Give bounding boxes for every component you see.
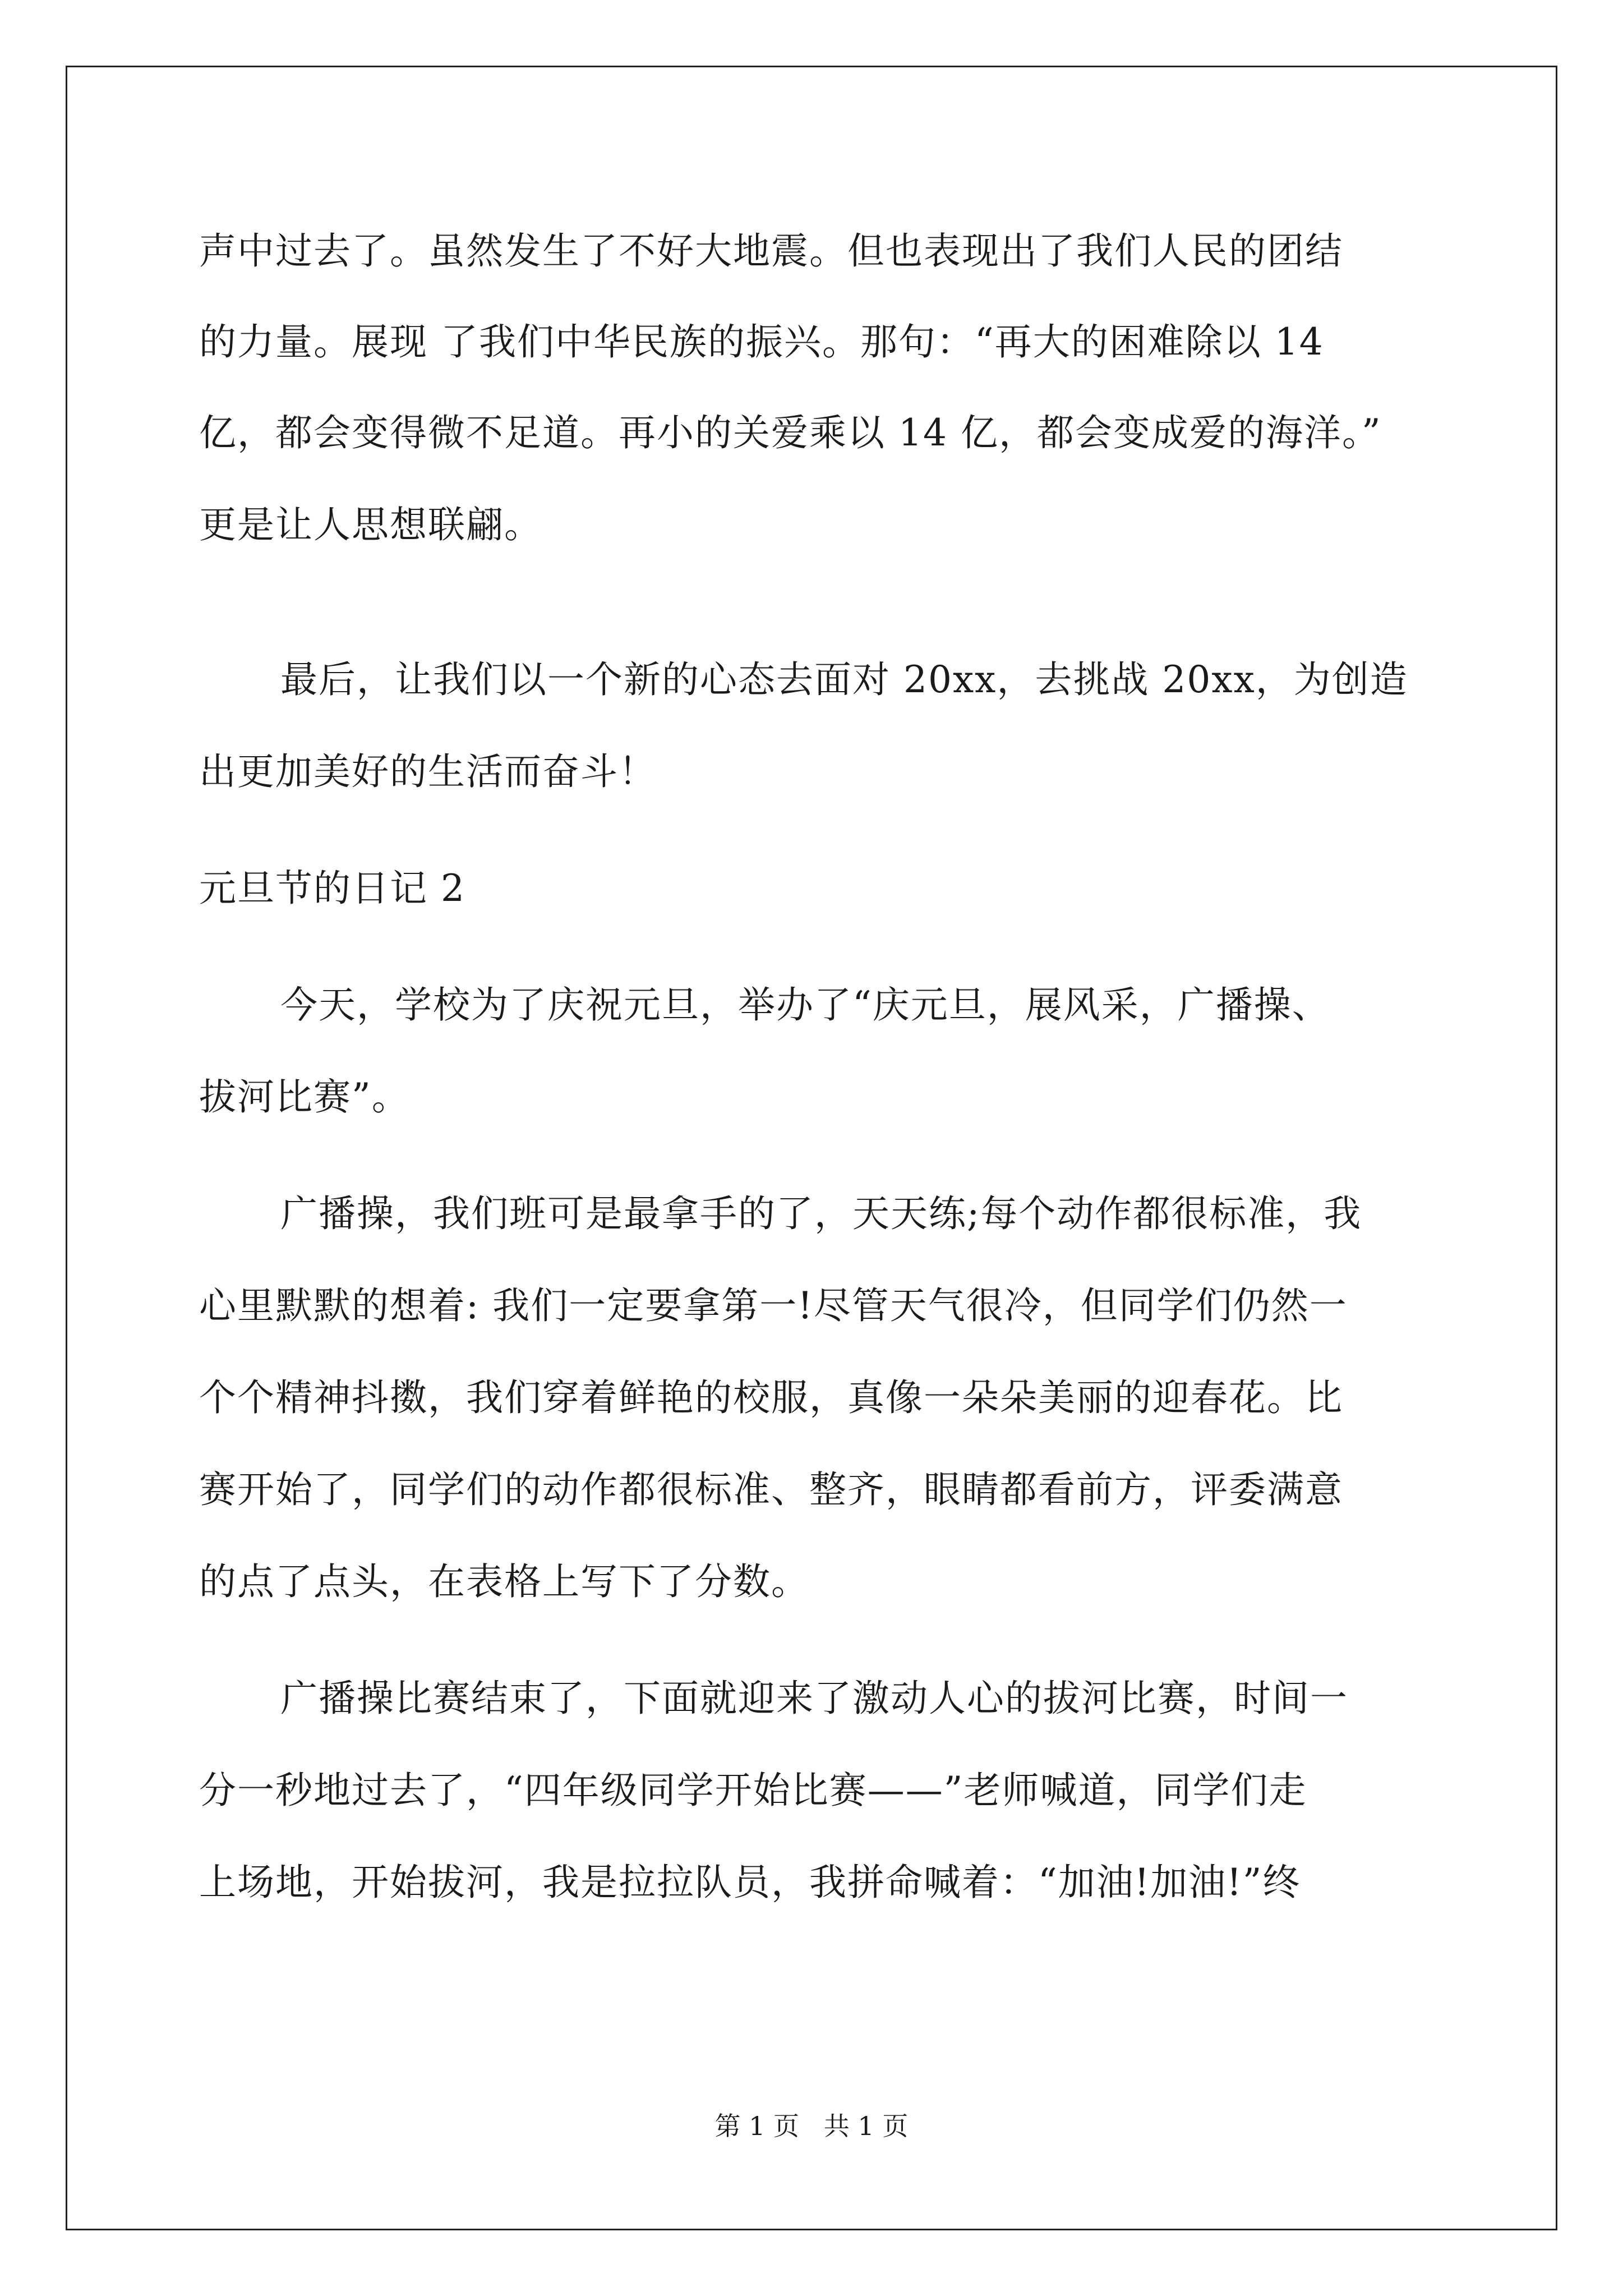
text-line: 上场地，开始拔河，我是拉拉队员，我拼命喊着：“加油!加油!”终 [199,1861,1301,1904]
text-line: 亿，都会变得微不足道。再小的关爱乘以 14 亿，都会变成爱的海洋。” [199,411,1382,454]
text-line: 分一秒地过去了，“四年级同学开始比赛——”老师喊道，同学们走 [199,1769,1307,1812]
text-line: 拔河比赛”。 [199,1075,410,1119]
text-line: 最后，让我们以一个新的心态去面对 20xx，去挑战 20xx，为创造 [280,658,1408,701]
text-line: 出更加美好的生活而奋斗！ [199,750,657,793]
text-line: 的点了点头，在表格上写下了分数。 [199,1560,809,1603]
text-line: 声中过去了。虽然发生了不好大地震。但也表现出了我们人民的团结 [199,229,1343,273]
text-line: 今天，学校为了庆祝元旦，举办了“庆元旦，展风采，广播操、 [280,983,1330,1027]
page-number-footer: 第 1 页 共 1 页 [714,2111,909,2141]
text-line: 赛开始了，同学们的动作都很标准、整齐，眼睛都看前方，评委满意 [199,1468,1343,1511]
text-line: 的力量。展现 了我们中华民族的振兴。那句：“再大的困难除以 14 [199,320,1324,364]
text-line: 更是让人思想联翩。 [199,503,542,546]
page-border [66,66,1557,2230]
section-heading: 元旦节的日记 2 [199,867,465,910]
text-line: 个个精神抖擞，我们穿着鲜艳的校服，真像一朵朵美丽的迎春花。比 [199,1376,1343,1419]
text-line: 广播操，我们班可是最拿手的了，天天练;每个动作都很标准，我 [280,1192,1362,1235]
text-line: 心里默默的想着: 我们一定要拿第一!尽管天气很冷，但同学们仍然一 [199,1284,1348,1327]
text-line: 广播操比赛结束了，下面就迎来了激动人心的拔河比赛，时间一 [280,1677,1348,1720]
